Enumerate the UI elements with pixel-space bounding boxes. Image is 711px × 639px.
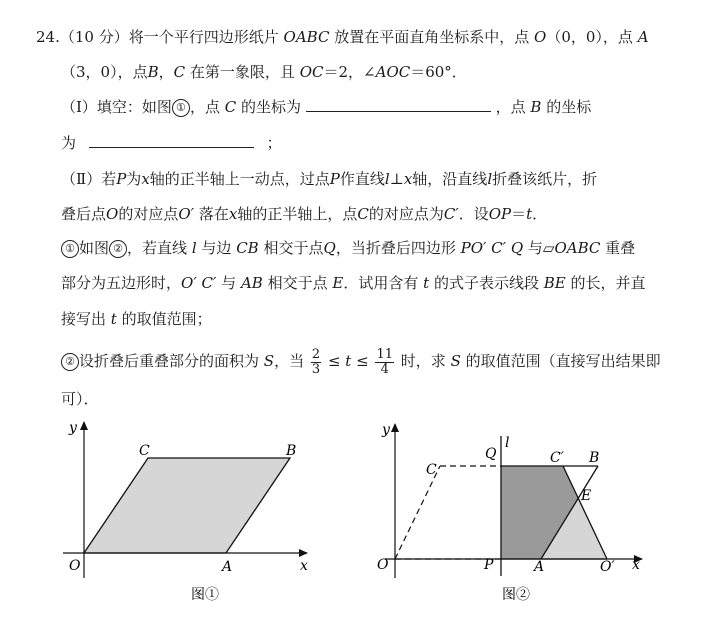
- y-axis-label: y: [69, 420, 77, 436]
- x-axis-label: x: [632, 557, 640, 573]
- point-o-label: O: [69, 558, 81, 574]
- point-b-label: B: [286, 443, 297, 459]
- point-c-prime-label: C′: [550, 450, 564, 466]
- figure-1-caption: 图①: [191, 587, 219, 603]
- figure-1: [55, 418, 315, 628]
- point-b-label: B: [589, 450, 600, 466]
- q1-line-2: 部分为五边形时，O′ C′ 与 AB 相交于点 E．试用含有 t 的式子表示线段 BE 的长，并直: [61, 274, 646, 292]
- figure-2: [370, 418, 660, 628]
- point-a-label: A: [534, 559, 545, 575]
- fraction-two-thirds: $\frac{2}{3}$: [311, 346, 321, 377]
- q1-line-1: ① 如图 ② ，若直线 l 与边 CB 相交于点Q，当折叠后四边形 PO′ C′ Q 与▱OABC 重叠: [61, 238, 635, 258]
- fraction-eleven-fourths: $\frac{11}{4}$: [376, 346, 394, 377]
- q1-line-3: 接写出 t 的取值范围；: [61, 310, 212, 328]
- q2-line-1: ② 设折叠后重叠部分的面积为 S，当 $\frac{2}{3}$ ≤ t ≤ $\frac{11}{4}$ 时，求 S 的取值范围（直接写出结果即: [61, 344, 661, 378]
- point-c-label: C: [426, 462, 437, 478]
- circle-two-label: ②: [61, 353, 79, 371]
- point-o-prime-label: O′: [600, 559, 615, 575]
- y-axis-label: y: [382, 422, 390, 438]
- figure-2-caption: 图②: [502, 587, 530, 603]
- x-axis-label: x: [300, 558, 308, 574]
- point-c-label: C: [139, 443, 150, 459]
- answer-blank-b[interactable]: [89, 133, 254, 148]
- circle-two-label: ②: [109, 240, 127, 258]
- point-o-label: O: [377, 557, 389, 573]
- problem-line-1: 24.（10 分）将一个平行四边形纸片 OABC 放置在平面直角坐标系中，点 O（0，0），点 A: [36, 28, 649, 46]
- part1-line-2: 为 ；: [61, 134, 282, 152]
- parallelogram-oabc: [84, 458, 290, 553]
- part2-line-2: 叠后点O的对应点O′ 落在x轴的正半轴上，点C的对应点为C′．设OP＝t．: [61, 205, 548, 223]
- problem-line-2: （3，0），点B，C 在第一象限，且 OC＝2，∠AOC＝60°．: [61, 63, 467, 81]
- circle-one-label: ①: [172, 99, 190, 117]
- line-l-label: l: [505, 435, 510, 451]
- answer-blank-c[interactable]: [306, 97, 491, 112]
- point-a-label: A: [222, 559, 233, 575]
- point-q-label: Q: [485, 446, 497, 462]
- point-p-label: P: [484, 557, 494, 573]
- q2-line-2: 可）．: [61, 390, 99, 408]
- circle-one-label: ①: [61, 240, 79, 258]
- segment-oc-dashed: [395, 466, 440, 559]
- part2-line-1: （Ⅱ）若P为x轴的正半轴上一动点，过点P作直线l⊥x轴，沿直线l折叠该纸片，折: [61, 170, 598, 188]
- part1-line-1: （Ⅰ）填空：如图 ① ，点 C 的坐标为 ，点 B 的坐标: [61, 98, 592, 116]
- point-e-label: E: [581, 488, 592, 504]
